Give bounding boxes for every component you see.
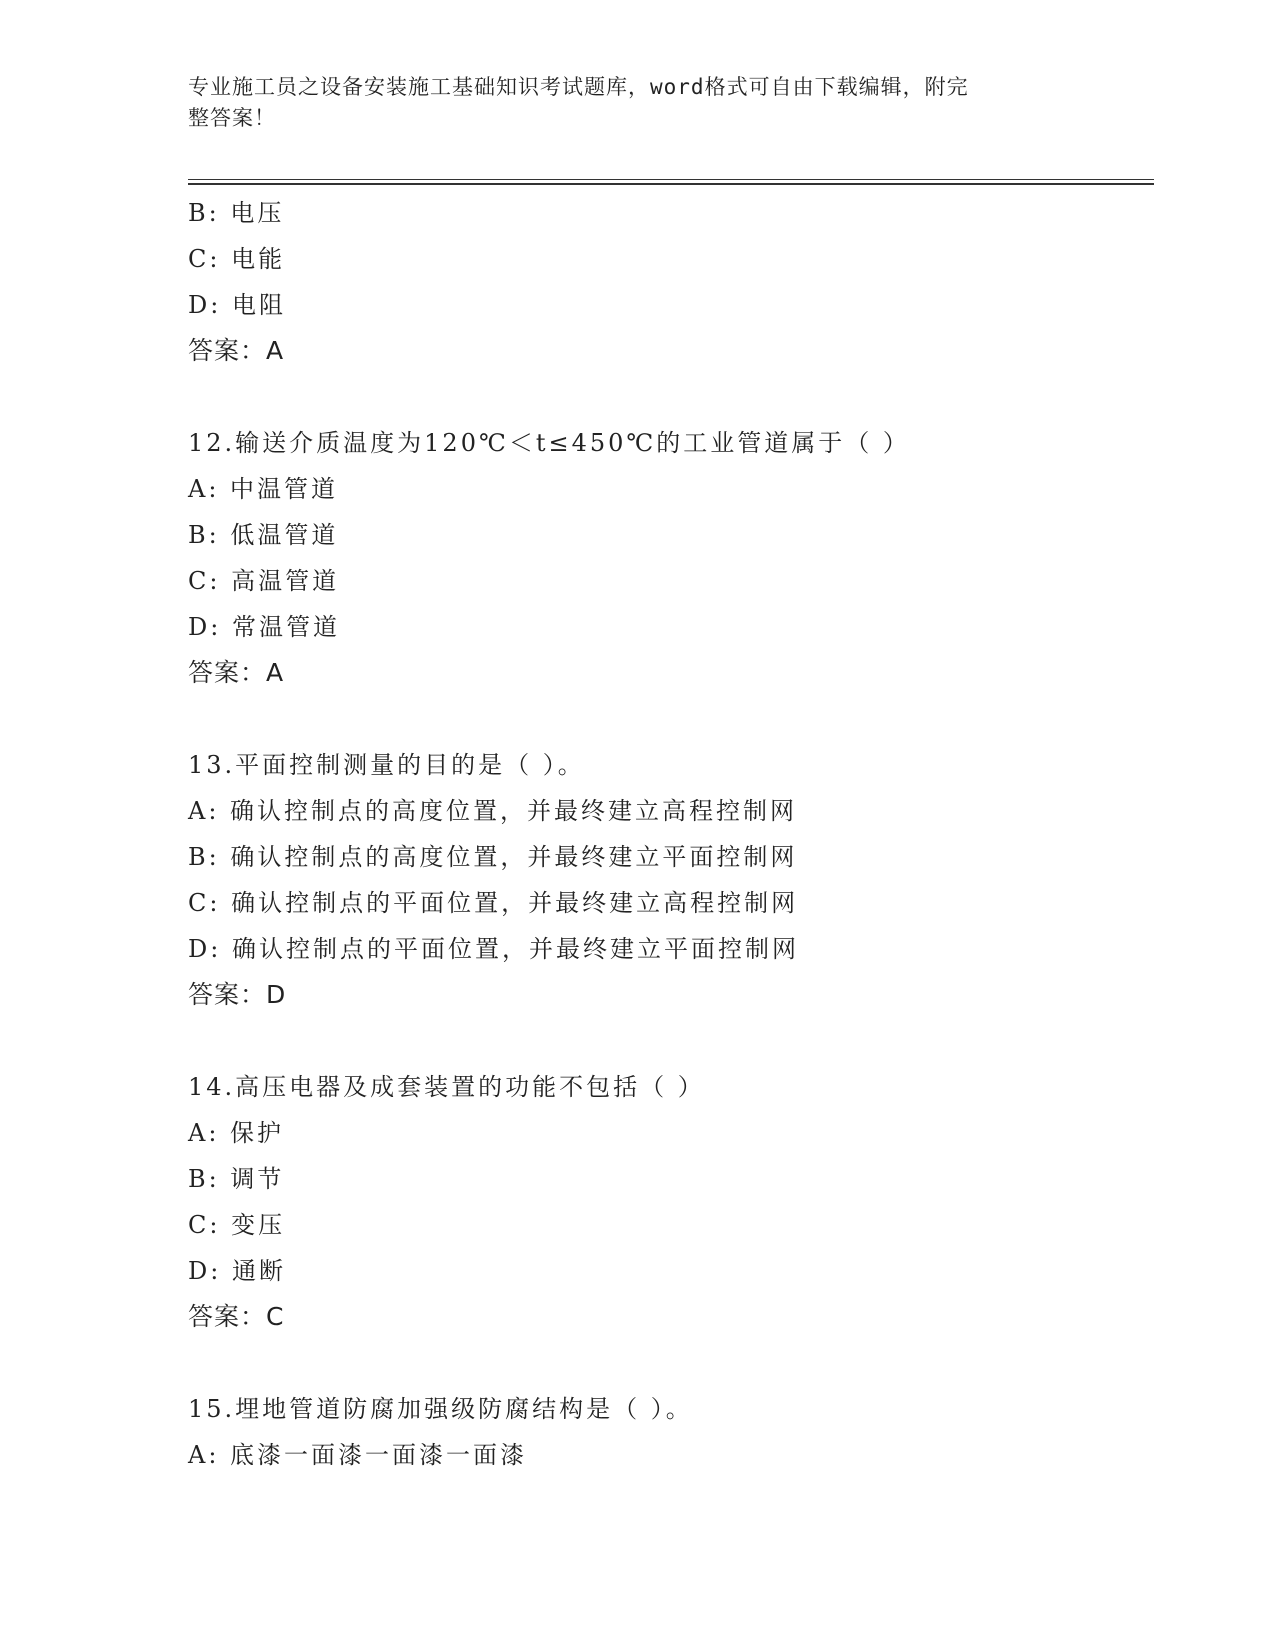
option-d: D: 确认控制点的平面位置，并最终建立平面控制网: [188, 935, 799, 963]
question-gap: [188, 1340, 1148, 1386]
question-gap: [188, 374, 1148, 420]
header-line-2: 整答案！: [188, 106, 276, 130]
option-a: A: 中温管道: [188, 475, 339, 503]
question-block-13: [188, 742, 1148, 1018]
header-line-1: 专业施工员之设备安装施工基础知识考试题库，word格式可自由下载编辑，附完: [188, 75, 969, 99]
answer-line: 答案：D: [188, 980, 287, 1009]
answer-line: 答案：C: [188, 1302, 285, 1331]
option-a: A: 确认控制点的高度位置，并最终建立高程控制网: [188, 797, 798, 825]
option-a: A: 保护: [188, 1119, 285, 1147]
option-b: B: 调节: [188, 1165, 285, 1193]
option-c: C: 确认控制点的平面位置，并最终建立高程控制网: [188, 889, 799, 917]
option-b: B: 确认控制点的高度位置，并最终建立平面控制网: [188, 843, 798, 871]
question-stem: 15.埋地管道防腐加强级防腐结构是（ ）。: [188, 1395, 693, 1423]
question-stem: 12.输送介质温度为120℃＜t≤450℃的工业管道属于（ ）: [188, 429, 910, 457]
question-list: [188, 190, 1148, 1478]
option-c: C: 高温管道: [188, 567, 340, 595]
option-d: D: 电阻: [188, 291, 286, 319]
question-block-14: [188, 1064, 1148, 1340]
answer-line: 答案：A: [188, 336, 285, 365]
question-block-15: [188, 1386, 1148, 1478]
question-stem: 14.高压电器及成套装置的功能不包括（ ）: [188, 1073, 705, 1101]
option-d: D: 通断: [188, 1257, 286, 1285]
option-b: B: 电压: [188, 199, 285, 227]
question-gap: [188, 1018, 1148, 1064]
question-gap: [188, 696, 1148, 742]
option-b: B: 低温管道: [188, 521, 339, 549]
option-c: C: 电能: [188, 245, 286, 273]
question-block-partial: [188, 190, 1148, 374]
option-a: A: 底漆一面漆一面漆一面漆: [188, 1441, 528, 1469]
question-block-12: [188, 420, 1148, 696]
option-c: C: 变压: [188, 1211, 286, 1239]
question-stem: 13.平面控制测量的目的是（ ）。: [188, 751, 585, 779]
option-d: D: 常温管道: [188, 613, 340, 641]
document-header: [188, 72, 1088, 134]
header-rule-thin: [188, 179, 1154, 180]
answer-line: 答案：A: [188, 658, 285, 687]
header-rule-thick: [188, 183, 1154, 185]
